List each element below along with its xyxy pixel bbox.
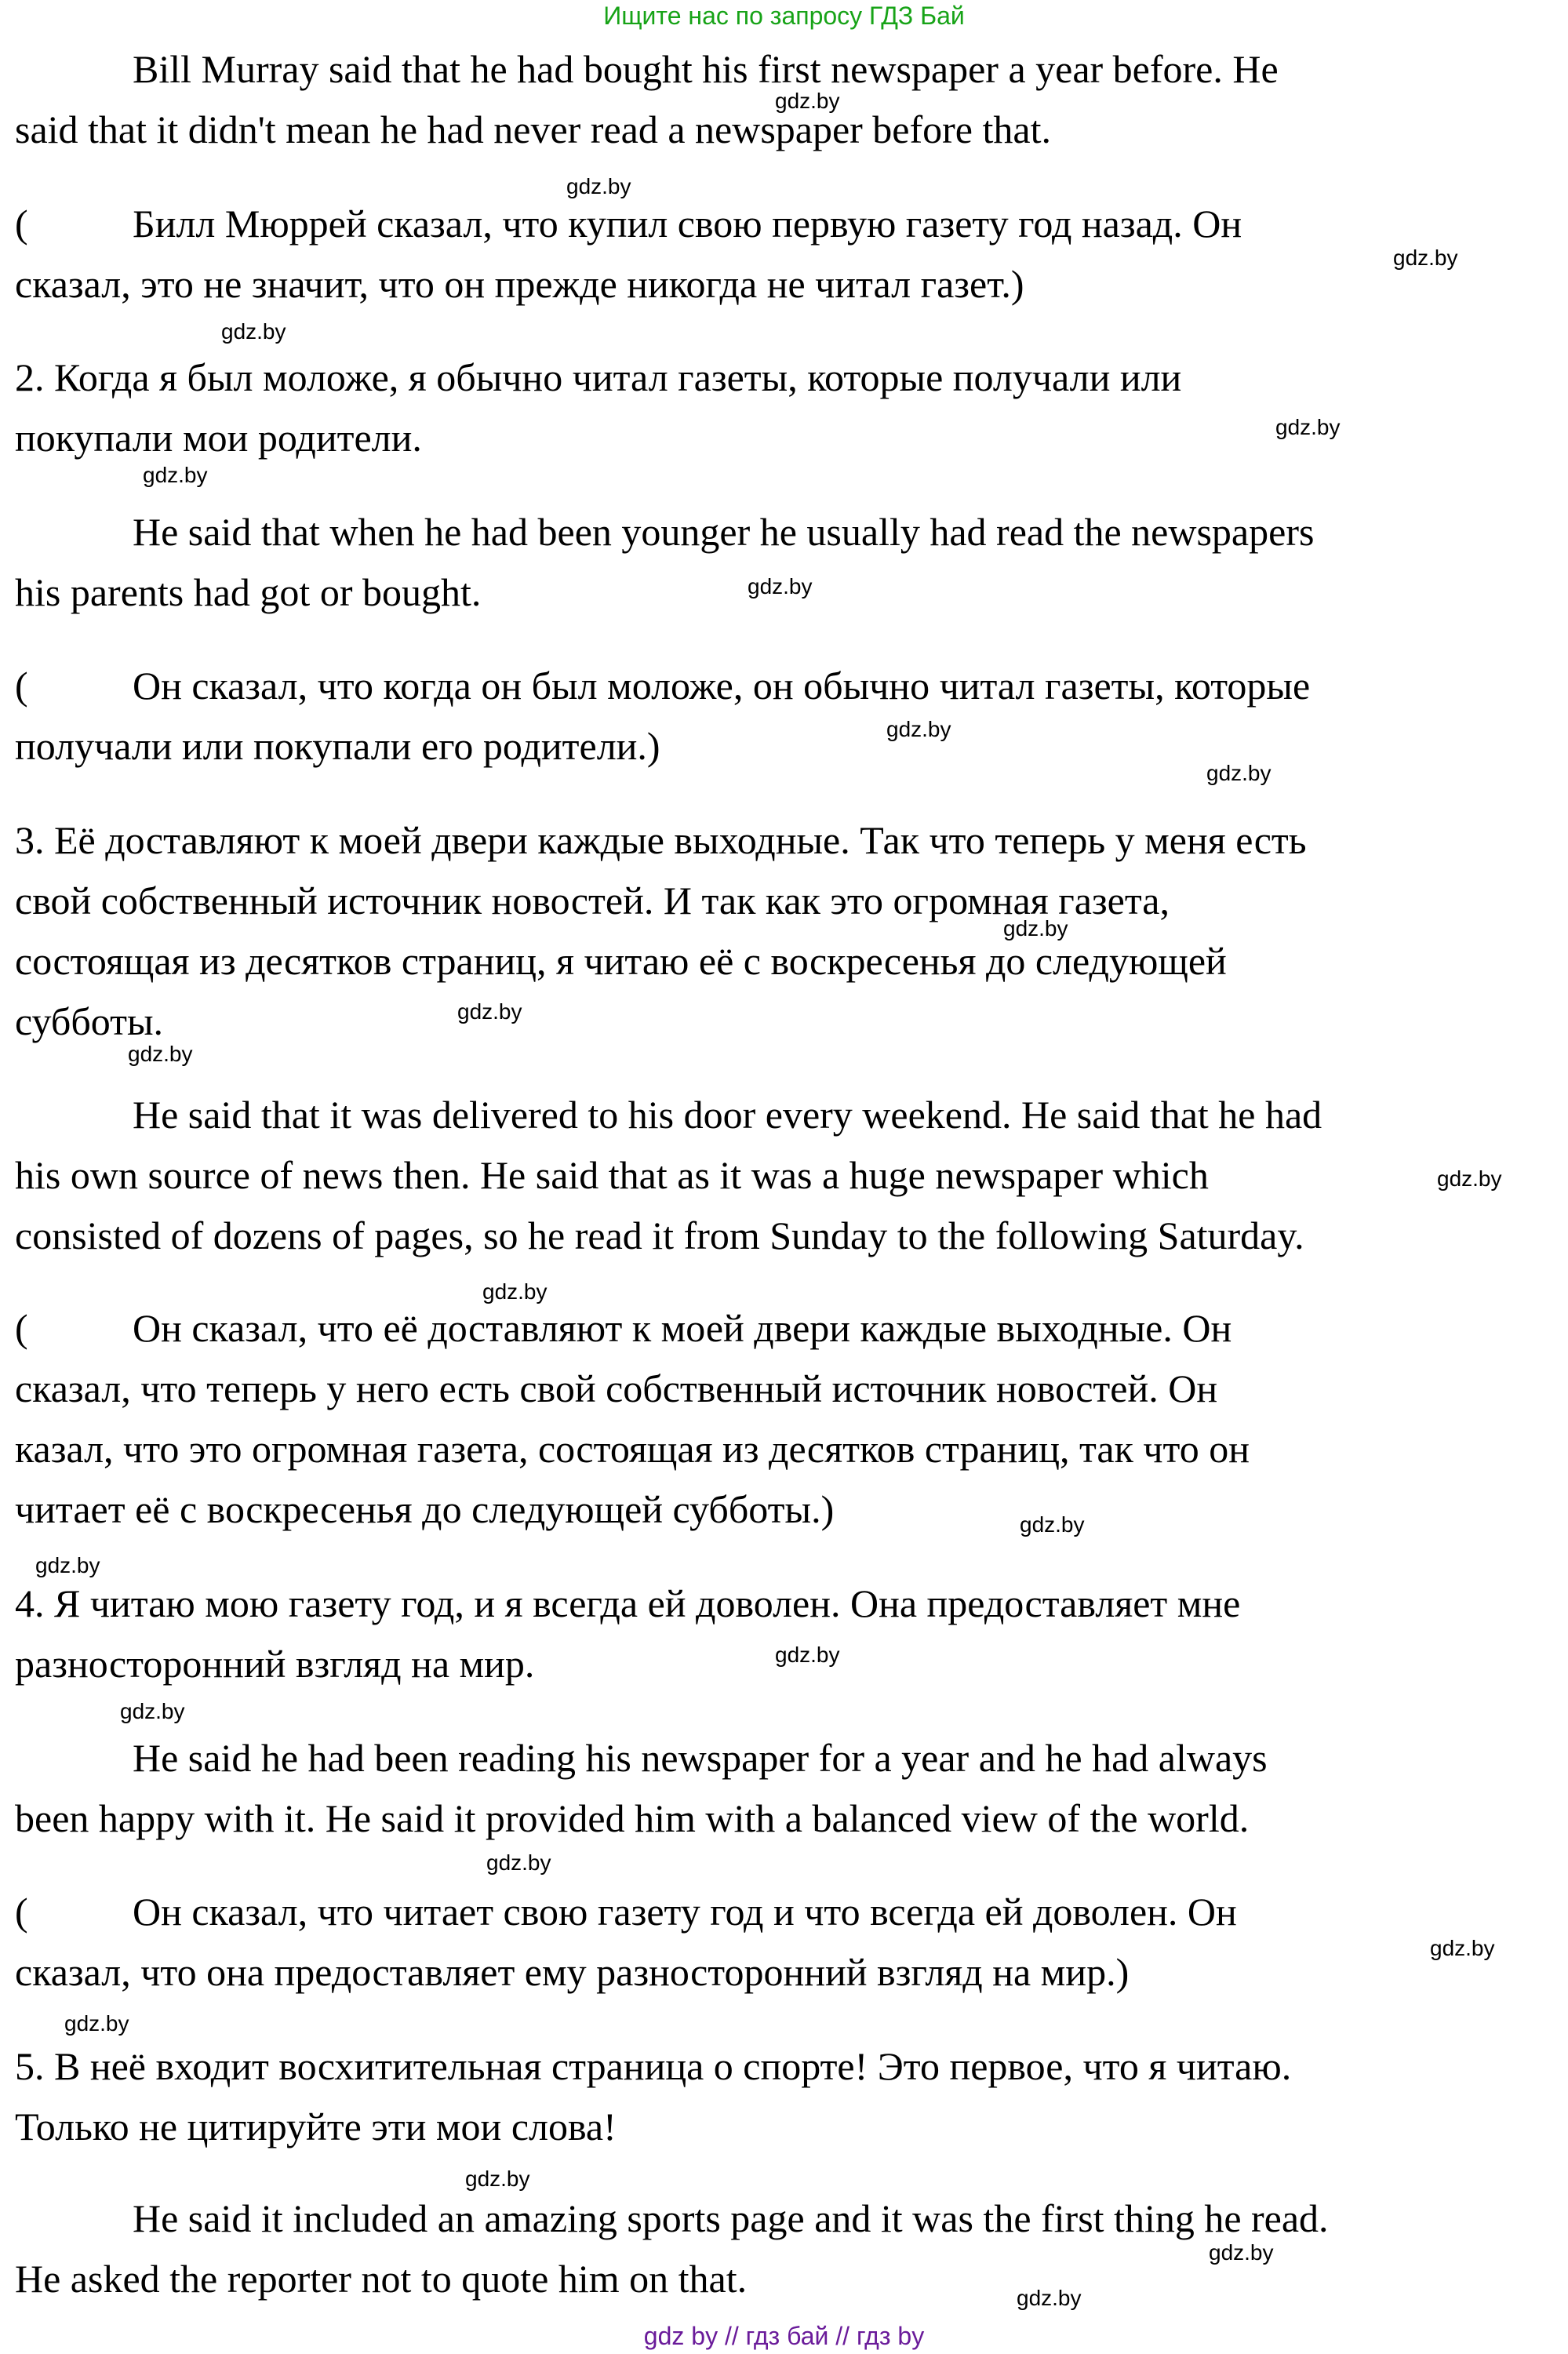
watermark: gdz.by <box>486 1850 551 1875</box>
watermark: gdz.by <box>465 2167 530 2191</box>
watermark: gdz.by <box>482 1279 548 1304</box>
watermark: gdz.by <box>64 2011 129 2036</box>
watermark: gdz.by <box>457 999 522 1024</box>
text-line: Он сказал, что её доставляют к моей двери каждые выходные. Он <box>133 1306 1232 1350</box>
paragraph-english-4 <box>15 1728 1552 1849</box>
open-parenthesis: ( <box>15 1306 28 1350</box>
text-line: сказал, что она предоставляет ему разносторонний взгляд на мир.) <box>15 1950 1130 1994</box>
watermark: gdz.by <box>1017 2286 1082 2310</box>
watermark: gdz.by <box>775 89 840 113</box>
paragraph-russian-translation-1 <box>15 194 1552 315</box>
watermark: gdz.by <box>128 1042 193 1066</box>
text-line: He said that when he had been younger he usually had read the newspapers <box>133 510 1315 554</box>
watermark: gdz.by <box>221 319 286 344</box>
question-4 <box>15 1574 1552 1694</box>
text-line: Билл Мюррей сказал, что купил свою первую газету год назад. Он <box>133 202 1242 246</box>
paragraph-english-2 <box>15 502 1552 623</box>
text-line: He said it included an amazing sports page and it was the first thing he read. <box>133 2196 1329 2240</box>
watermark: gdz.by <box>35 1553 100 1577</box>
open-parenthesis: ( <box>15 1890 28 1934</box>
watermark: gdz.by <box>1003 916 1068 941</box>
watermark: gdz.by <box>1020 1512 1085 1537</box>
watermark: gdz.by <box>1206 761 1271 785</box>
text-line: Он сказал, что когда он был моложе, он обычно читал газеты, которые <box>133 664 1311 708</box>
text-line: получали или покупали его родители.) <box>15 724 660 768</box>
text-line: сказал, это не значит, что он прежде никогда не читал газет.) <box>15 262 1024 306</box>
text-line: Bill Murray said that he had bought his first newspaper a year before. He <box>133 47 1279 91</box>
text-line: 3. Её доставляют к моей двери каждые выходные. Так что теперь у меня есть <box>15 818 1307 862</box>
question-3 <box>15 810 1552 1052</box>
text-line: сказал, что теперь у него есть свой собственный источник новостей. Он <box>15 1366 1218 1410</box>
open-parenthesis: ( <box>15 202 28 246</box>
watermark: gdz.by <box>1393 246 1458 270</box>
text-line: казал, что это огромная газета, состоящая из десятков страниц, так что он <box>15 1427 1250 1471</box>
text-line: Он сказал, что читает свою газету год и что всегда ей доволен. Он <box>133 1890 1237 1934</box>
text-line: He said he had been reading his newspaper for a year and he had always <box>133 1736 1268 1780</box>
text-line: his parents had got or bought. <box>15 570 482 614</box>
text-line: been happy with it. He said it provided him with a balanced view of the world. <box>15 1796 1250 1840</box>
text-line: 4. Я читаю мою газету год, и я всегда ей доволен. Она предоставляет мне <box>15 1581 1241 1625</box>
watermark: gdz.by <box>1209 2240 1274 2265</box>
watermark: gdz.by <box>886 717 951 741</box>
text-line: his own source of news then. He said that as it was a huge newspaper which <box>15 1153 1209 1197</box>
paragraph-russian-translation-2 <box>15 656 1552 777</box>
watermark: gdz.by <box>775 1643 840 1667</box>
watermark: gdz.by <box>566 174 631 198</box>
text-line: He said that it was delivered to his door every weekend. He said that he had <box>133 1093 1322 1137</box>
watermark: gdz.by <box>120 1699 185 1723</box>
text-line: consisted of dozens of pages, so he read it from Sunday to the following Saturday. <box>15 1213 1304 1257</box>
text-line: свой собственный источник новостей. И так как это огромная газета, <box>15 879 1170 922</box>
text-line: said that it didn't mean he had never read a newspaper before that. <box>15 107 1051 151</box>
text-line: Только не цитируйте эти мои слова! <box>15 2105 617 2148</box>
text-line: He asked the reporter not to quote him on that. <box>15 2257 748 2301</box>
question-5 <box>15 2036 1552 2157</box>
paragraph-russian-translation-3 <box>15 1298 1552 1540</box>
text-line: покупали мои родители. <box>15 416 422 460</box>
text-line: разносторонний взгляд на мир. <box>15 1642 535 1686</box>
open-parenthesis: ( <box>15 664 28 708</box>
question-2 <box>15 347 1552 468</box>
text-line: читает её с воскресенья до следующей субботы.) <box>15 1487 835 1531</box>
text-line: субботы. <box>15 999 164 1043</box>
text-line: 2. Когда я был моложе, я обычно читал газеты, которые получали или <box>15 355 1182 399</box>
text-line: 5. В неё входит восхитительная страница о спорте! Это первое, что я читаю. <box>15 2044 1292 2088</box>
watermark: gdz.by <box>1275 415 1341 439</box>
top-banner: Ищите нас по запросу ГДЗ Бай <box>603 2 965 30</box>
watermark: gdz.by <box>1437 1166 1502 1191</box>
watermark: gdz.by <box>748 574 813 599</box>
text-line: состоящая из десятков страниц, я читаю её с воскресенья до следующей <box>15 939 1227 983</box>
watermark: gdz.by <box>1430 1936 1495 1960</box>
paragraph-russian-translation-4 <box>15 1882 1552 2003</box>
watermark: gdz.by <box>143 463 208 487</box>
footer-links: gdz by // гдз бай // гдз by <box>643 2322 925 2350</box>
paragraph-english-5 <box>15 2188 1552 2309</box>
paragraph-english-3 <box>15 1085 1552 1266</box>
